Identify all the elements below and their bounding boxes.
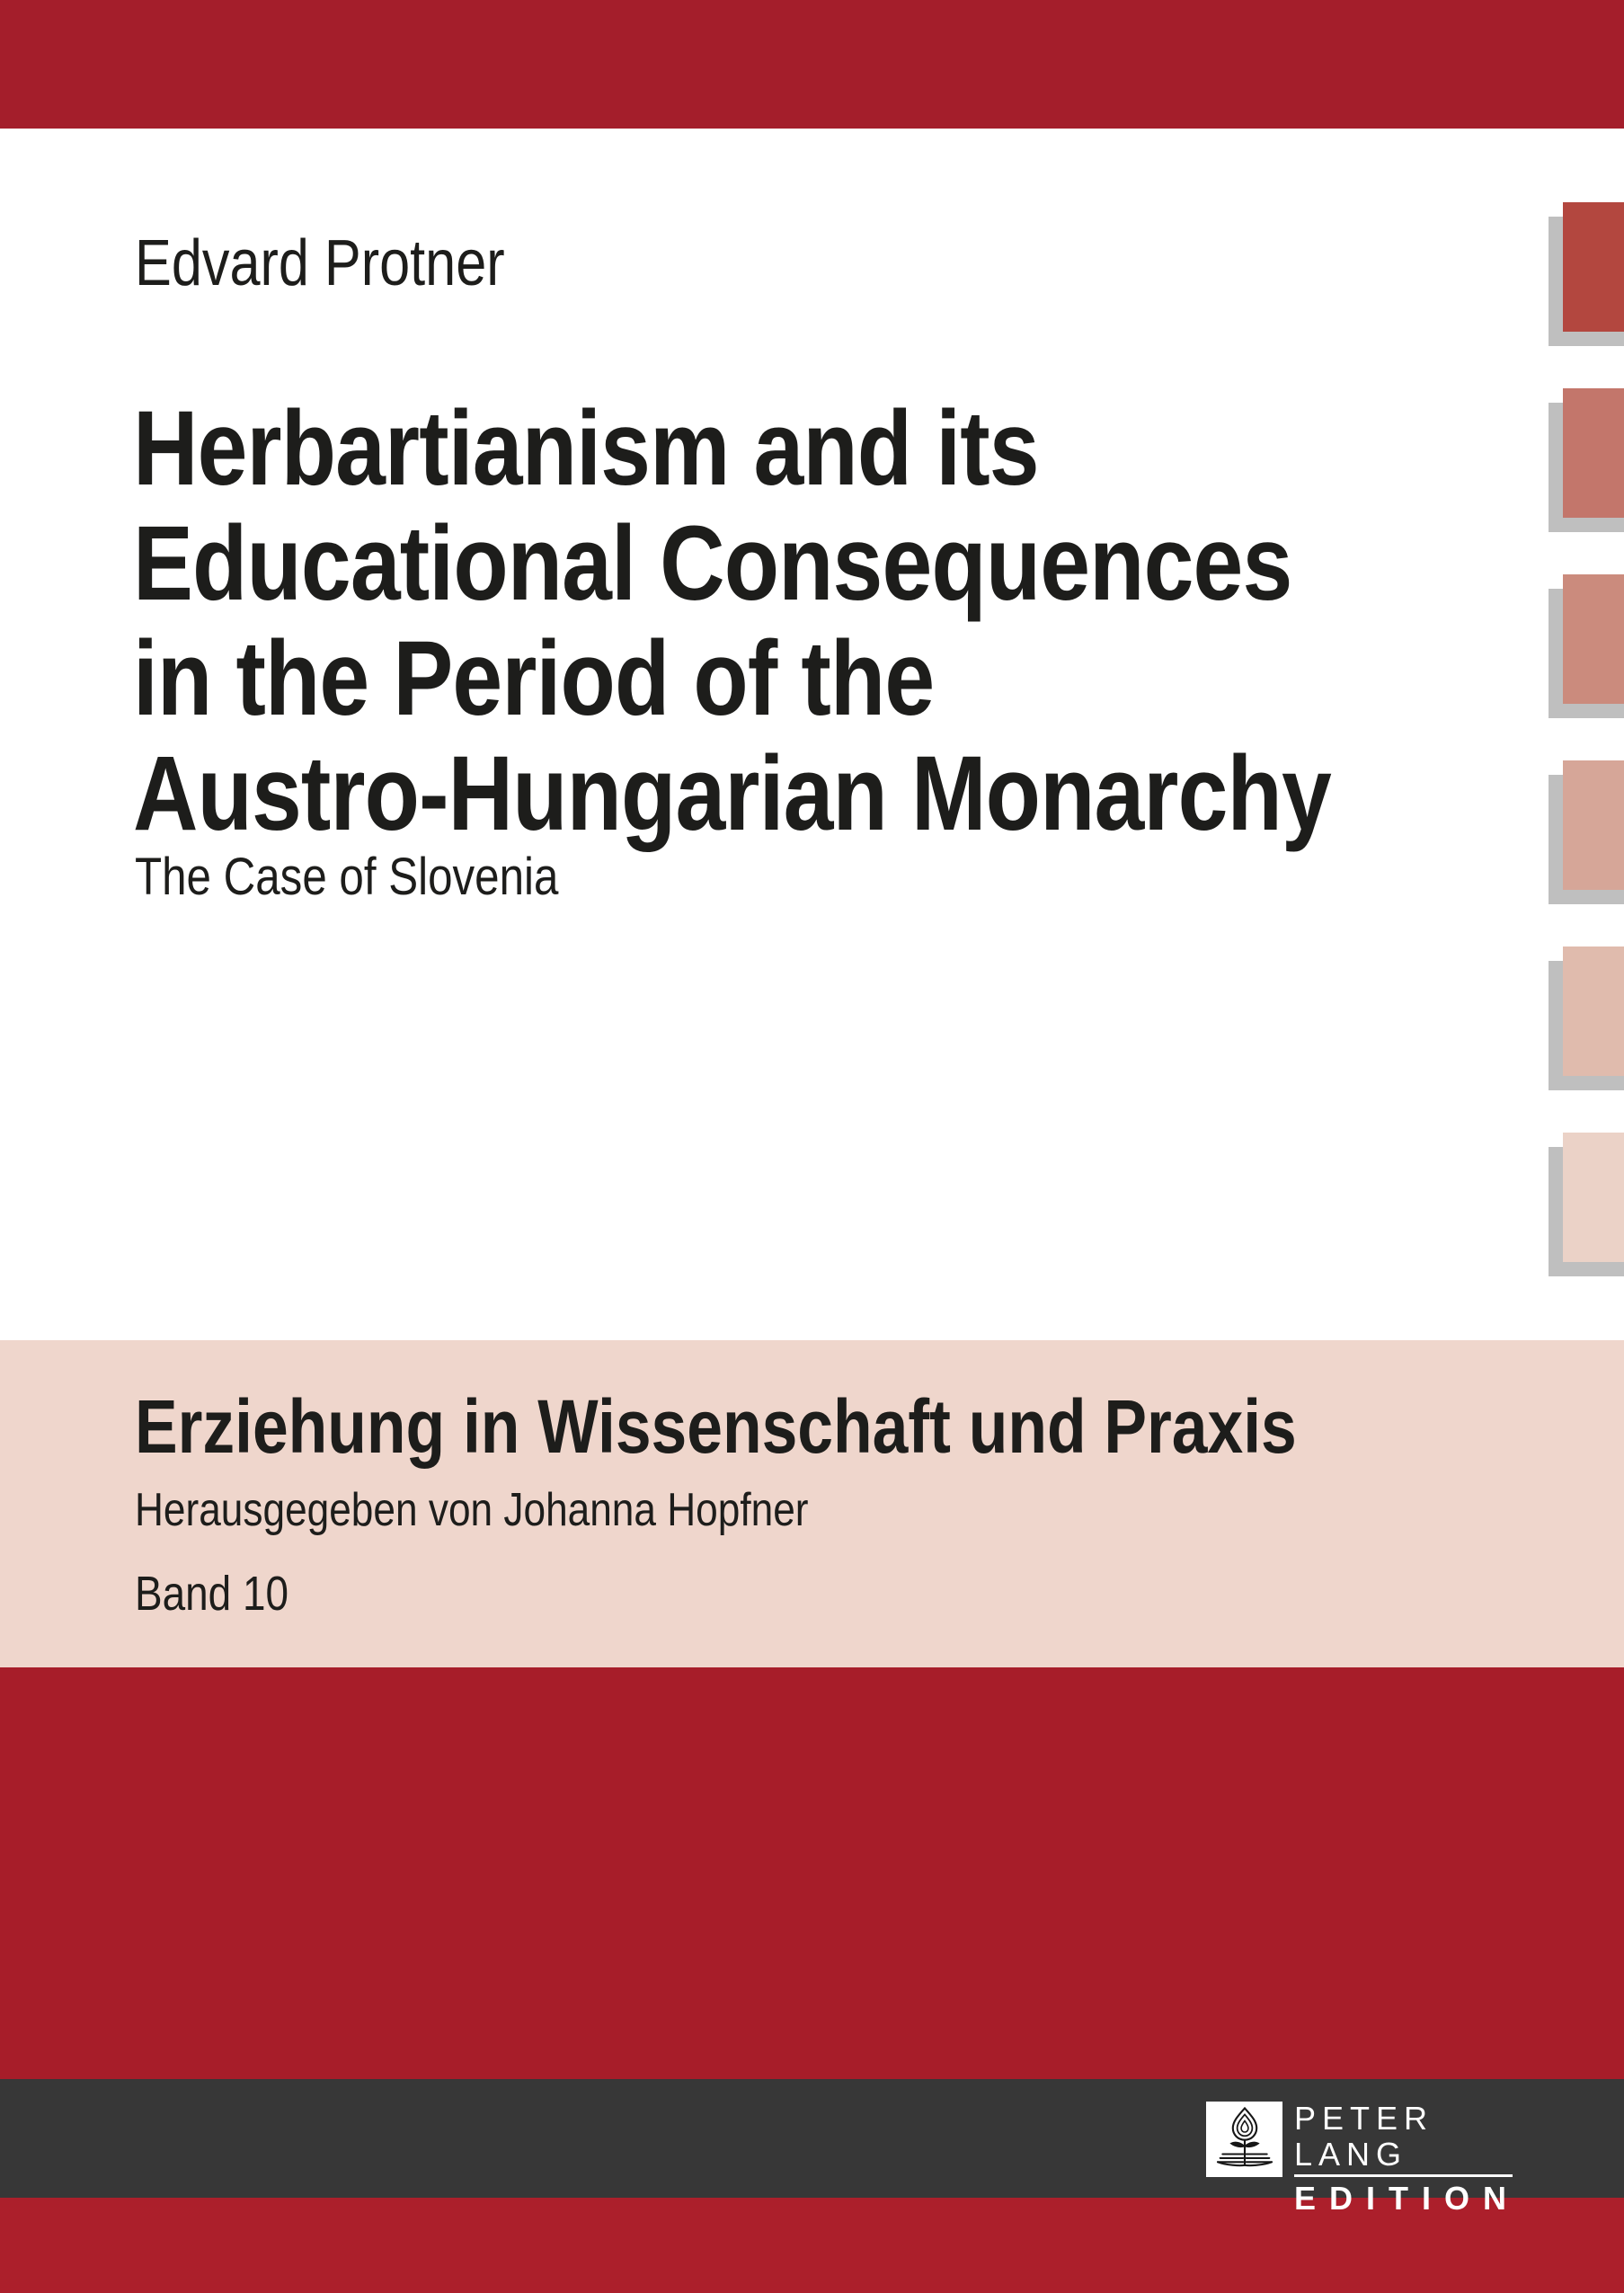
publisher-logo-box <box>1206 2102 1282 2177</box>
flame-book-emblem-icon <box>1211 2104 1278 2175</box>
title-line-1: Herbartianism and its <box>133 389 1039 508</box>
lower-red-band <box>0 1667 1624 2079</box>
publisher-logo-divider <box>1294 2174 1513 2177</box>
title-line-4: Austro-Hungarian Monarchy <box>133 734 1331 853</box>
publisher-edition-label: EDITION <box>1294 2180 1521 2217</box>
top-red-band <box>0 0 1624 129</box>
series-volume: Band 10 <box>135 1567 289 1621</box>
decorative-square-6 <box>1563 1133 1624 1262</box>
title-line-2: Educational Consequences <box>133 504 1292 623</box>
title-line-3: in the Period of the <box>133 619 935 738</box>
decorative-square-4 <box>1563 760 1624 890</box>
publisher-name-block <box>1294 2101 1519 2217</box>
book-subtitle: The Case of Slovenia <box>135 848 559 906</box>
series-editor-line: Herausgegeben von Johanna Hopfner <box>135 1484 809 1536</box>
book-title <box>133 391 1331 851</box>
series-title: Erziehung in Wissenschaft und Praxis <box>135 1384 1297 1469</box>
author-name: Edvard Protner <box>135 227 505 299</box>
decorative-square-3 <box>1563 574 1624 704</box>
decorative-square-2 <box>1563 388 1624 518</box>
decorative-square-1 <box>1563 202 1624 332</box>
publisher-name: PETER LANG <box>1294 2100 1434 2173</box>
decorative-square-5 <box>1563 947 1624 1076</box>
